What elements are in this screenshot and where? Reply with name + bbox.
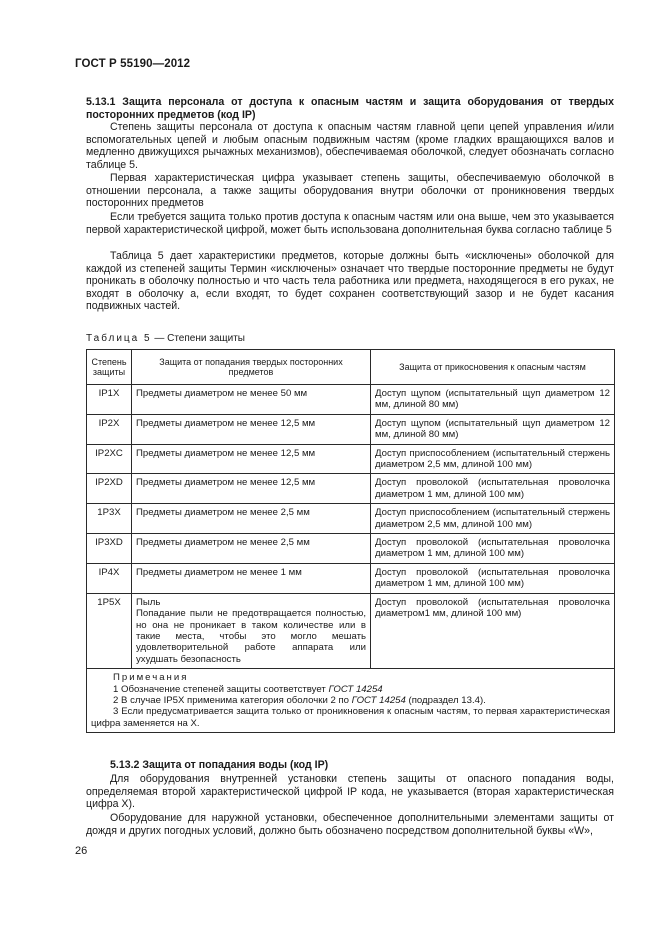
cell-solid: Предметы диаметром не менее 12,5 мм [132,444,371,474]
cell-touch: Доступ проволокой (испытательная проволочка диаметром1 мм, длиной 100 мм) [371,593,615,668]
table-row [87,534,615,564]
col-header-degree: Степень защиты [87,350,132,385]
table-caption-label: Таблица 5 [86,333,152,344]
cell-code: 1P5X [87,593,132,668]
note-1-ref: ГОСТ 14254 [328,683,383,695]
table-row [87,474,615,504]
cell-solid-title: Пыль [136,596,161,608]
note-1: 1 Обозначение степеней защиты соответствует ГОСТ 14254 [113,683,383,695]
cell-code: IP2X [87,414,132,444]
note-3: 3 Если предусматривается защита только от проникновения к опасным частям, то первая характеристическая цифра заменяется на X. [91,706,610,729]
cell-code: 1P3X [87,504,132,534]
table-row [87,385,615,415]
paragraph: Степень защиты персонала от доступа к опасным частям главной цепи цепей управления и/или вспомогательных цепей и любым опасным подвижным частям (кроме гладких вращающихся валов и медленно движущихся рычажных механизмов), обеспечиваемая оболочкой, следует обозначать согласно таблице 5. [86,121,614,171]
cell-touch: Доступ щупом (испытательный щуп диаметром 12 мм, длиной 80 мм) [371,385,615,415]
cell-touch: Доступ приспособлением (испытательный стержень диаметром 2,5 мм, длиной 100 мм) [371,504,615,534]
cell-solid: Предметы диаметром не менее 50 мм [132,385,371,415]
cell-solid: Предметы диаметром не менее 2,5 мм [132,534,371,564]
table-notes [87,669,615,733]
cell-solid: Предметы диаметром не менее 12,5 мм [132,414,371,444]
table-notes-row [87,669,615,733]
protection-degrees-table [86,349,615,733]
paragraph: Первая характеристическая цифра указывает степень защиты, обеспечиваемую оболочкой в отношении персонала, а также защиты оборудования внутри оболочки от проникновения твердых посторонних предметов [86,172,614,210]
table-row [87,444,615,474]
col-header-touch-protection: Защита от прикосновения к опасным частям [371,350,615,385]
cell-code: IP1X [87,385,132,415]
table-row [87,593,615,668]
section-heading-5-13-2: 5.13.2 Защита от попадания воды (код IP) [110,759,329,771]
cell-touch: Доступ проволокой (испытательная проволочка диаметром 1 мм, длиной 100 мм) [371,534,615,564]
table-row [87,504,615,534]
paragraph: Оборудование для наружной установки, обеспеченное дополнительными элементами защиты от дождя и других погодных условий, должно быть обозначено посредством дополнительной буквы «W», [86,812,614,837]
table-header-row [87,350,615,385]
note-2-ref: ГОСТ 14254 [351,694,406,706]
section-heading-5-13-1: 5.13.1 Защита персонала от доступа к опасным частям и защита оборудования от твердых посторонних предметов (код IP) [86,96,614,121]
cell-solid: Предметы диаметром не менее 1 мм [132,563,371,593]
cell-code: IP3XD [87,534,132,564]
page-header: ГОСТ Р 55190—2012 [75,58,191,70]
cell-solid: Предметы диаметром не менее 2,5 мм [132,504,371,534]
cell-code: IP2XD [87,474,132,504]
table-caption-text: — Степени защиты [154,333,245,344]
paragraph: Таблица 5 дает характеристики предметов, которые должны быть «исключены» оболочкой для каждой из степеней защиты Термин «исключены» означает что твердые посторонние предметы не будут проникать в оболочку полностью и что часть тела работника или предмета, находящегося в его руках, не входят в оболочку а, если входят, то будет сохранен соответствующий зазор и не будет касания подвижных частей. [86,250,614,313]
cell-code: IP2XC [87,444,132,474]
paragraph: Для оборудования внутренней установки степень защиты от опасного попадания воды, определяемая второй характеристической цифрой IP кода, не указывается (вторая характеристическая цифра X). [86,773,614,811]
notes-title: Примечания [113,672,189,684]
table-row [87,414,615,444]
cell-solid [132,593,371,668]
table-row [87,563,615,593]
paragraph: Если требуется защита только против доступа к опасным частям или она выше, чем это указывается первой характеристической цифрой, может быть использована дополнительная буква согласно таблице 5 [86,211,614,236]
page-number: 26 [75,845,88,857]
col-header-solid-objects: Защита от попадания твердых посторонних предметов [132,350,371,385]
note-2: 2 В случае IP5X применима категория оболочки 2 по ГОСТ 14254 (подраздел 13.4). [113,694,486,706]
cell-touch: Доступ приспособлением (испытательный стержень диаметром 2,5 мм, длиной 100 мм) [371,444,615,474]
cell-solid: Предметы диаметром не менее 12,5 мм [132,474,371,504]
cell-touch: Доступ щупом (испытательный щуп диаметром 12 мм, длиной 80 мм) [371,414,615,444]
cell-solid-text: Попадание пыли не предотвращается полностью, но она не проникает в таком количестве или в такие места, чтобы это могло мешать удовлетворительной работе аппарата или ухудшать безопасность [136,608,366,665]
table-caption [86,333,245,344]
cell-touch: Доступ проволокой (испытательная проволочка диаметром 1 мм, длиной 100 мм) [371,563,615,593]
cell-code: IP4X [87,563,132,593]
cell-touch: Доступ проволокой (испытательная проволочка диаметром 1 мм, длиной 100 мм) [371,474,615,504]
